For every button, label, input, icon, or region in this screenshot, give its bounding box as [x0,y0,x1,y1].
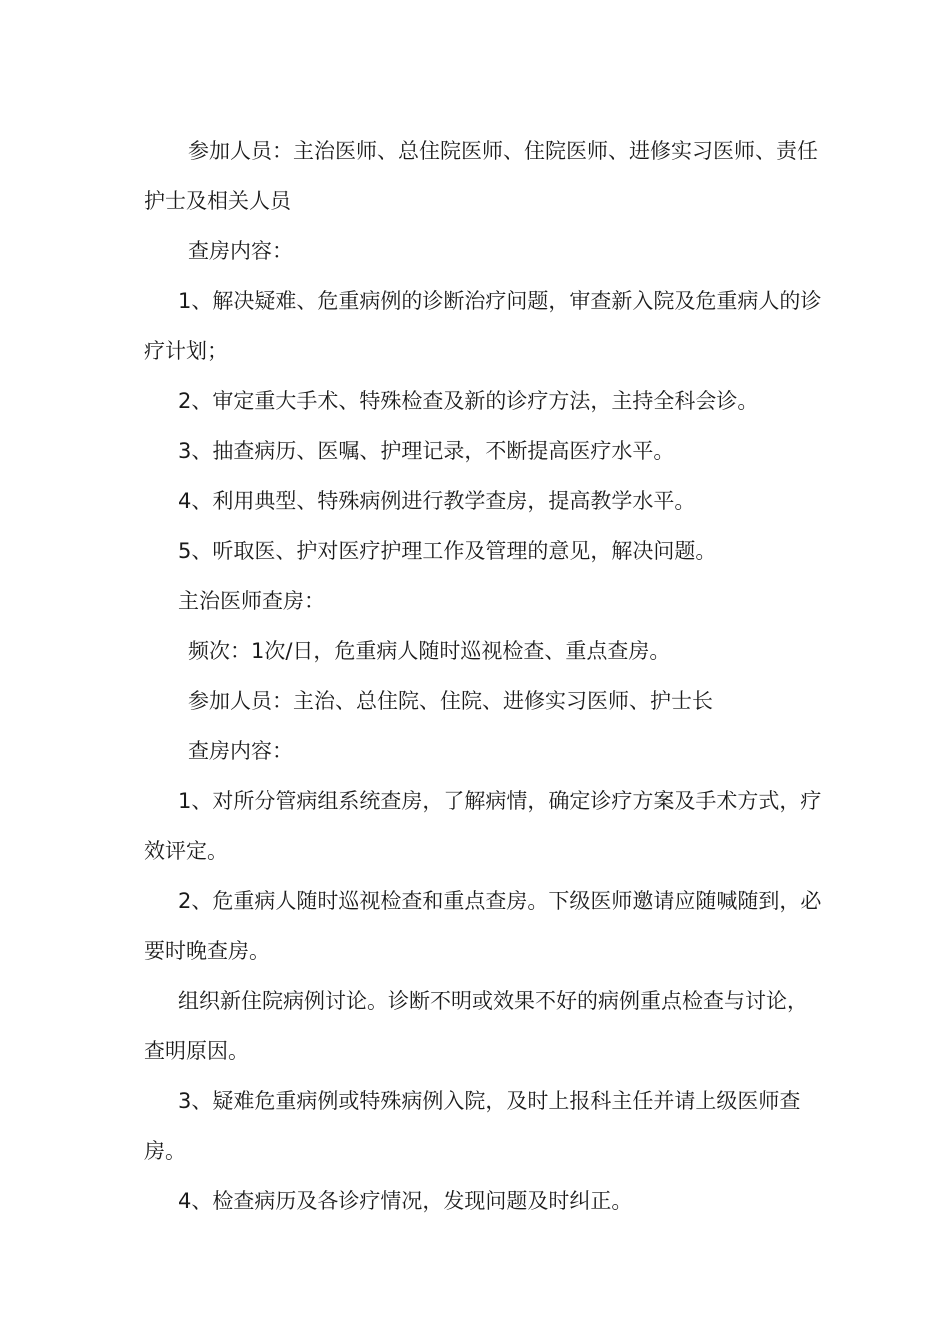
paragraph-11: 1、对所分管病组系统查房，了解病情，确定诊疗方案及手术方式，疗效评定。 [144,789,822,863]
paragraph-6: 5、听取医、护对医疗护理工作及管理的意见，解决问题。 [178,539,717,563]
paragraph-2: 1、解决疑难、危重病例的诊断治疗问题，审查新入院及危重病人的诊疗计划； [144,289,822,363]
paragraph-0: 参加人员：主治医师、总住院医师、住院医师、进修实习医师、责任护士及相关人员 [144,139,818,213]
paragraph-14: 3、疑难危重病例或特殊病例入院，及时上报科主任并请上级医师查房。 [144,1089,801,1163]
paragraph-13: 组织新住院病例讨论。诊断不明或效果不好的病例重点检查与讨论，查明原因。 [144,989,808,1063]
paragraph-10: 查房内容： [188,739,293,763]
paragraph-8: 频次：1次/日，危重病人随时巡视检查、重点查房。 [188,639,671,663]
paragraph-4: 3、抽查病历、医嘱、护理记录，不断提高医疗水平。 [178,439,675,463]
document-body [144,126,824,1226]
paragraph-15: 4、检查病历及各诊疗情况，发现问题及时纠正。 [178,1189,633,1213]
paragraph-7: 主治医师查房： [178,589,325,613]
paragraph-1: 查房内容： [188,239,293,263]
paragraph-3: 2、审定重大手术、特殊检查及新的诊疗方法，主持全科会诊。 [178,389,759,413]
paragraph-12: 2、危重病人随时巡视检查和重点查房。下级医师邀请应随喊随到，必要时晚查房。 [144,889,822,963]
paragraph-5: 4、利用典型、特殊病例进行教学查房，提高教学水平。 [178,489,696,513]
paragraph-9: 参加人员：主治、总住院、住院、进修实习医师、护士长 [188,689,713,713]
